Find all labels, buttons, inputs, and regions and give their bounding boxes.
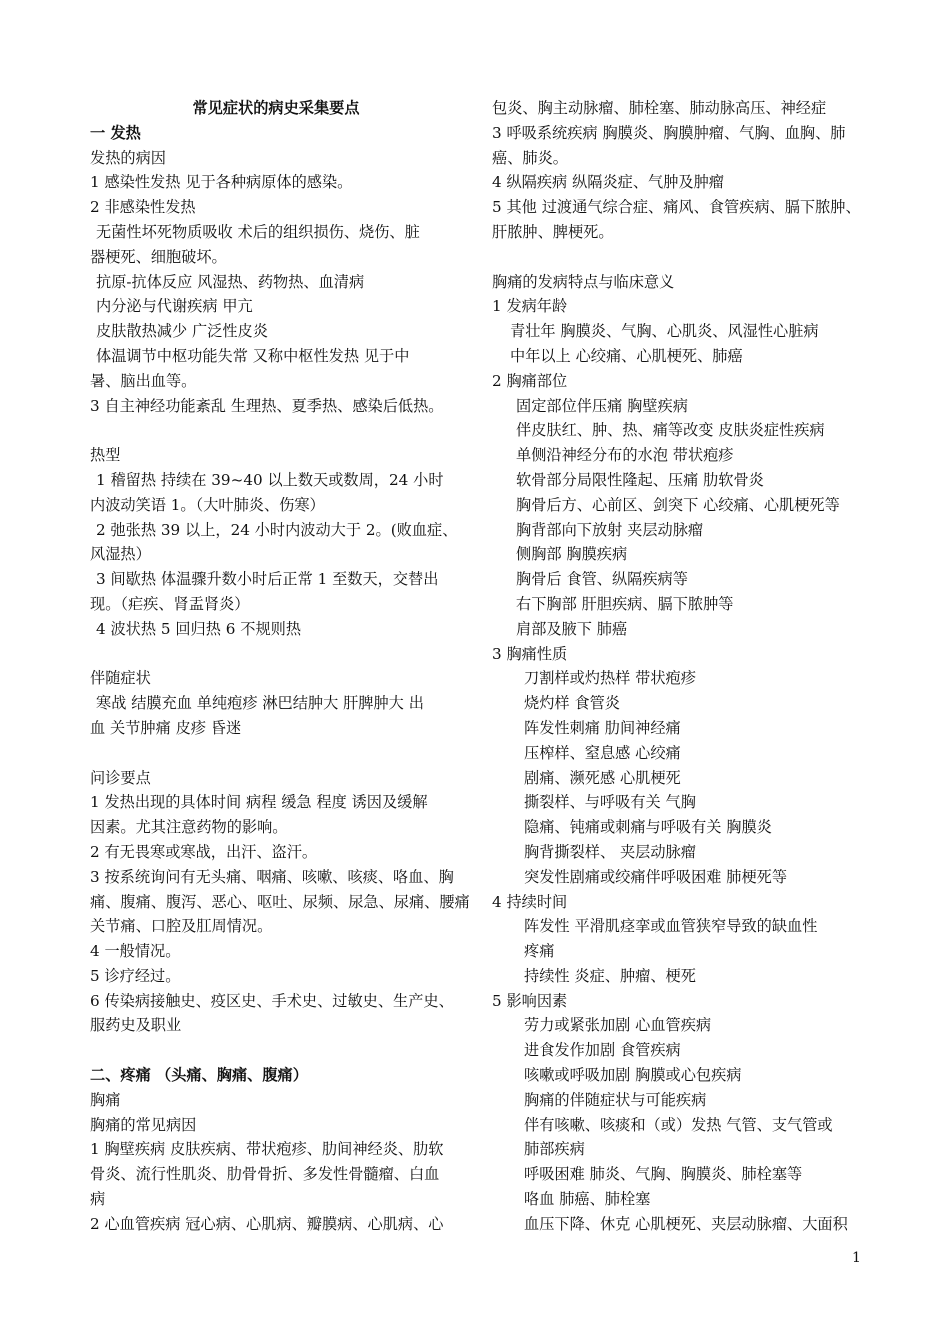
text-line: 阵发性刺痛 肋间神经痛 bbox=[524, 718, 681, 737]
text-line: 右下胸部 肝胆疾病、膈下脓肿等 bbox=[516, 594, 734, 613]
text-line: 皮肤散热减少 广泛性皮炎 bbox=[96, 322, 268, 341]
text-line: 内波动笑语 1。（大叶肺炎、伤寒） bbox=[90, 495, 325, 514]
text-line: 隐痛、钝痛或刺痛与呼吸有关 胸膜炎 bbox=[524, 818, 772, 837]
text-line: 持续性 炎症、肿瘤、梗死 bbox=[524, 966, 696, 985]
text-line: 咯血 肺癌、肺栓塞 bbox=[524, 1190, 651, 1209]
text-line: 5 其他 过渡通气综合症、痛风、食管疾病、膈下脓肿、 bbox=[492, 198, 861, 217]
text-line: 2 非感染性发热 bbox=[90, 198, 196, 217]
text-line: 4 纵隔疾病 纵隔炎症、气肿及肿瘤 bbox=[492, 173, 724, 192]
text-line: 风湿热） bbox=[90, 545, 151, 564]
blank-line bbox=[492, 245, 870, 270]
text-line: 肩部及腋下 肺癌 bbox=[516, 619, 628, 638]
blank-line bbox=[90, 418, 462, 443]
text-line: 中年以上 心绞痛、心肌梗死、肺癌 bbox=[510, 346, 743, 365]
text-line: 暑、脑出血等。 bbox=[90, 371, 197, 390]
text-line: 5 诊疗经过。 bbox=[90, 966, 181, 985]
page-number: 1 bbox=[852, 1250, 861, 1266]
blank-line bbox=[90, 642, 462, 667]
text-line: 肝脓肿、脾梗死。 bbox=[492, 222, 614, 241]
right-column bbox=[492, 96, 870, 1237]
text-line: 侧胸部 胸膜疾病 bbox=[516, 545, 628, 564]
text-line: 4 持续时间 bbox=[492, 892, 568, 911]
blank-line bbox=[90, 741, 462, 766]
text-line: 4 一般情况。 bbox=[90, 942, 181, 961]
text-line: 2 胸痛部位 bbox=[492, 371, 568, 390]
text-line: 1 发病年龄 bbox=[492, 297, 568, 316]
left-column bbox=[90, 96, 470, 1237]
text-line: 进食发作加剧 食管疾病 bbox=[524, 1041, 681, 1060]
text-line: 体温调节中枢功能失常 又称中枢性发热 见于中 bbox=[96, 346, 410, 365]
text-line: 6 传染病接触史、疫区史、手术史、过敏史、生产史、 bbox=[90, 991, 454, 1010]
text-line: 肺部疾病 bbox=[524, 1140, 585, 1159]
text-line: 劳力或紧张加剧 心血管疾病 bbox=[524, 1016, 712, 1035]
text-line: 病 bbox=[90, 1190, 106, 1209]
text-line: 发热的病因 bbox=[90, 148, 166, 167]
text-line: 胸背撕裂样、 夹层动脉瘤 bbox=[524, 842, 696, 861]
text-line: 热型 bbox=[90, 446, 121, 465]
blank-line bbox=[90, 1038, 462, 1063]
text-line: 4 波状热 5 回归热 6 不规则热 bbox=[96, 619, 302, 638]
text-line: 器梗死、细胞破坏。 bbox=[90, 247, 227, 266]
text-line: 胸骨后 食管、纵隔疾病等 bbox=[516, 570, 688, 589]
text-line: 服药史及职业 bbox=[90, 1016, 182, 1035]
text-line: 无菌性坏死物质吸收 术后的组织损伤、烧伤、脏 bbox=[96, 222, 420, 241]
text-line: 2 有无畏寒或寒战，出汗、盗汗。 bbox=[90, 842, 318, 861]
text-line: 3 间歇热 体温骤升数小时后正常 1 至数天，交替出 bbox=[96, 570, 439, 589]
text-line: 伴随症状 bbox=[90, 669, 151, 688]
text-line: 问诊要点 bbox=[90, 768, 151, 787]
text-line: 烧灼样 食管炎 bbox=[524, 694, 620, 713]
text-line: 1 稽留热 持续在 39~40 以上数天或数周，24 小时 bbox=[96, 470, 444, 489]
text-line: 胸骨后方、心前区、剑突下 心绞痛、心肌梗死等 bbox=[516, 495, 840, 514]
text-line: 呼吸困难 肺炎、气胸、胸膜炎、肺栓塞等 bbox=[524, 1165, 803, 1184]
text-line: 2 心血管疾病 冠心病、心肌病、瓣膜病、心肌病、心 bbox=[90, 1214, 444, 1233]
text-line: 现。（疟疾、肾盂肾炎） bbox=[90, 594, 250, 613]
text-line: 血压下降、休克 心肌梗死、夹层动脉瘤、大面积 bbox=[524, 1214, 848, 1233]
text-line: 刀割样或灼热样 带状疱疹 bbox=[524, 669, 696, 688]
text-line: 阵发性 平滑肌痉挛或血管狭窄导致的缺血性 bbox=[524, 917, 818, 936]
text-line: 3 胸痛性质 bbox=[492, 644, 568, 663]
text-line: 固定部位伴压痛 胸壁疾病 bbox=[516, 396, 688, 415]
text-line: 突发性剧痛或绞痛伴呼吸困难 肺梗死等 bbox=[524, 867, 788, 886]
text-line: 软骨部分局限性隆起、压痛 肋软骨炎 bbox=[516, 470, 764, 489]
text-line: 胸痛的常见病因 bbox=[90, 1115, 197, 1134]
text-line: 胸痛的伴随症状与可能疾病 bbox=[524, 1090, 707, 1109]
text-line: 癌、肺炎。 bbox=[492, 148, 568, 167]
text-line: 抗原-抗体反应 风湿热、药物热、血清病 bbox=[96, 272, 365, 291]
text-line: 胸痛的发病特点与临床意义 bbox=[492, 272, 675, 291]
section-heading: 二、疼痛 （头痛、胸痛、腹痛） bbox=[90, 1066, 308, 1085]
text-line: 撕裂样、与呼吸有关 气胸 bbox=[524, 793, 696, 812]
text-line: 因素。尤其注意药物的影响。 bbox=[90, 818, 288, 837]
text-line: 伴皮肤红、肿、热、痛等改变 皮肤炎症性疾病 bbox=[516, 421, 825, 440]
text-line: 1 胸壁疾病 皮肤疾病、带状疱疹、肋间神经炎、肋软 bbox=[90, 1140, 444, 1159]
text-line: 3 按系统询问有无头痛、咽痛、咳嗽、咳痰、咯血、胸 bbox=[90, 867, 454, 886]
text-line: 疼痛 bbox=[524, 942, 555, 961]
text-line: 2 弛张热 39 以上，24 小时内波动大于 2。(败血症、 bbox=[96, 520, 458, 539]
text-line: 5 影响因素 bbox=[492, 991, 568, 1010]
text-line: 内分泌与代谢疾病 甲亢 bbox=[96, 297, 253, 316]
text-line: 关节痛、口腔及肛周情况。 bbox=[90, 917, 273, 936]
text-line: 压榨样、窒息感 心绞痛 bbox=[524, 743, 681, 762]
text-line: 咳嗽或呼吸加剧 胸膜或心包疾病 bbox=[524, 1066, 742, 1085]
text-line: 1 发热出现的具体时间 病程 缓急 程度 诱因及缓解 bbox=[90, 793, 428, 812]
text-line: 包炎、胸主动脉瘤、肺栓塞、肺动脉高压、神经症 bbox=[492, 99, 827, 117]
text-line: 骨炎、流行性肌炎、肋骨骨折、多发性骨髓瘤、白血 bbox=[90, 1165, 440, 1184]
text-line: 青壮年 胸膜炎、气胸、心肌炎、风湿性心脏病 bbox=[510, 322, 819, 341]
text-line: 胸痛 bbox=[90, 1090, 121, 1109]
text-line: 3 呼吸系统疾病 胸膜炎、胸膜肿瘤、气胸、血胸、肺 bbox=[492, 123, 846, 142]
text-line: 1 感染性发热 见于各种病原体的感染。 bbox=[90, 173, 353, 192]
text-line: 痛、腹痛、腹泻、恶心、呕吐、尿频、尿急、尿痛、腰痛 bbox=[90, 892, 470, 911]
document-title: 常见症状的病史采集要点 bbox=[192, 99, 360, 117]
text-line: 伴有咳嗽、咳痰和（或）发热 气管、支气管或 bbox=[524, 1115, 833, 1134]
text-line: 胸背部向下放射 夹层动脉瘤 bbox=[516, 520, 704, 539]
section-heading: 一 发热 bbox=[90, 123, 141, 142]
text-line: 寒战 结膜充血 单纯疱疹 淋巴结肿大 肝脾肿大 出 bbox=[96, 694, 424, 713]
text-line: 3 自主神经功能紊乱 生理热、夏季热、感染后低热。 bbox=[90, 396, 444, 415]
text-line: 剧痛、濒死感 心肌梗死 bbox=[524, 768, 681, 787]
text-line: 血 关节肿痛 皮疹 昏迷 bbox=[90, 718, 242, 737]
text-line: 单侧沿神经分布的水泡 带状疱疹 bbox=[516, 446, 734, 465]
